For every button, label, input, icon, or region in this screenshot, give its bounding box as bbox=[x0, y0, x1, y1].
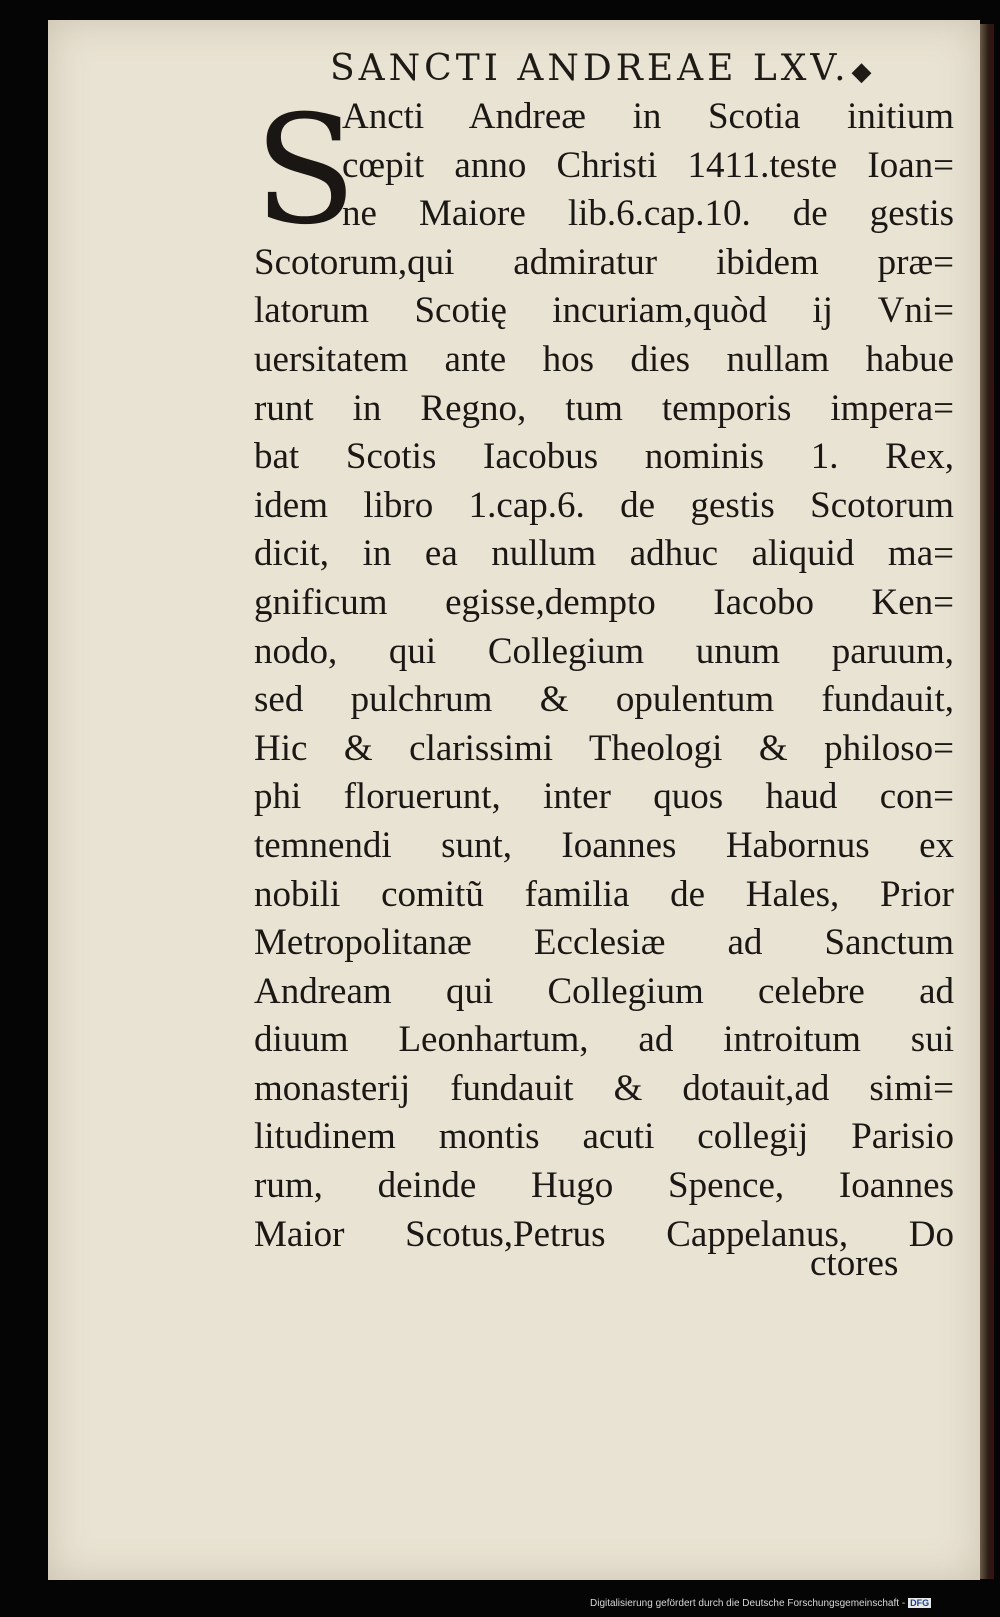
text-line: gnificum egisse,dempto Iacobo Ken= bbox=[254, 581, 954, 623]
ornament-icon: ◆ bbox=[851, 57, 872, 87]
text-line: dicit, in ea nullum adhuc aliquid ma= bbox=[254, 533, 954, 575]
dfg-logo-icon: DFG bbox=[910, 1598, 930, 1608]
text-line: sed pulchrum & opulentum fundauit, bbox=[254, 679, 954, 721]
text-line: monasterij fundauit & dotauit,ad simi= bbox=[254, 1067, 954, 1109]
text-line: cœpit anno Christi 1411.teste Ioan= bbox=[342, 144, 954, 186]
text-line: nodo, qui Collegium unum paruum, bbox=[254, 630, 954, 672]
text-line: nobili comitũ familia de Hales, Prior bbox=[254, 873, 954, 915]
running-header bbox=[330, 48, 872, 89]
text-line: rum, deinde Hugo Spence, Ioannes bbox=[254, 1165, 954, 1207]
credit-text: Digitalisierung gefördert durch die Deutsche Forschungsgemeinschaft - bbox=[590, 1598, 906, 1609]
text-line: Andream qui Collegium celebre ad bbox=[254, 970, 954, 1012]
digitization-credit bbox=[590, 1598, 931, 1609]
text-line: Maior Scotus,Petrus Cappelanus, Do bbox=[254, 1213, 954, 1255]
book-edge bbox=[980, 24, 994, 1579]
drop-capital: S bbox=[254, 84, 357, 258]
text-line: Hic & clarissimi Theologi & philoso= bbox=[254, 727, 954, 769]
text-line: phi floruerunt, inter quos haud con= bbox=[254, 776, 954, 818]
text-line: ne Maiore lib.6.cap.10. de gestis bbox=[342, 193, 954, 235]
text-line: Scotorum,qui admiratur ibidem præ= bbox=[254, 241, 954, 283]
text-line: diuum Leonhartum, ad introitum sui bbox=[254, 1019, 954, 1061]
text-line: Metropolitanæ Ecclesiæ ad Sanctum bbox=[254, 922, 954, 964]
text-line: idem libro 1.cap.6. de gestis Scotorum bbox=[254, 484, 954, 526]
text-line: litudinem montis acuti collegij Parisio bbox=[254, 1116, 954, 1158]
body-text bbox=[254, 84, 954, 1259]
text-line: runt in Regno, tum temporis impera= bbox=[254, 387, 954, 429]
text-line: Ancti Andreæ in Scotia initium bbox=[342, 96, 954, 137]
text-line: bat Scotis Iacobus nominis 1. Rex, bbox=[254, 436, 954, 478]
text-line: latorum Scotię incuriam,quòd ij Vni= bbox=[254, 290, 954, 332]
catchword: ctores bbox=[810, 1243, 899, 1284]
running-title: SANCTI ANDREAE LXV. bbox=[330, 48, 850, 89]
text-line: temnendi sunt, Ioannes Habornus ex bbox=[254, 824, 954, 866]
text-line: uersitatem ante hos dies nullam habue bbox=[254, 338, 954, 380]
